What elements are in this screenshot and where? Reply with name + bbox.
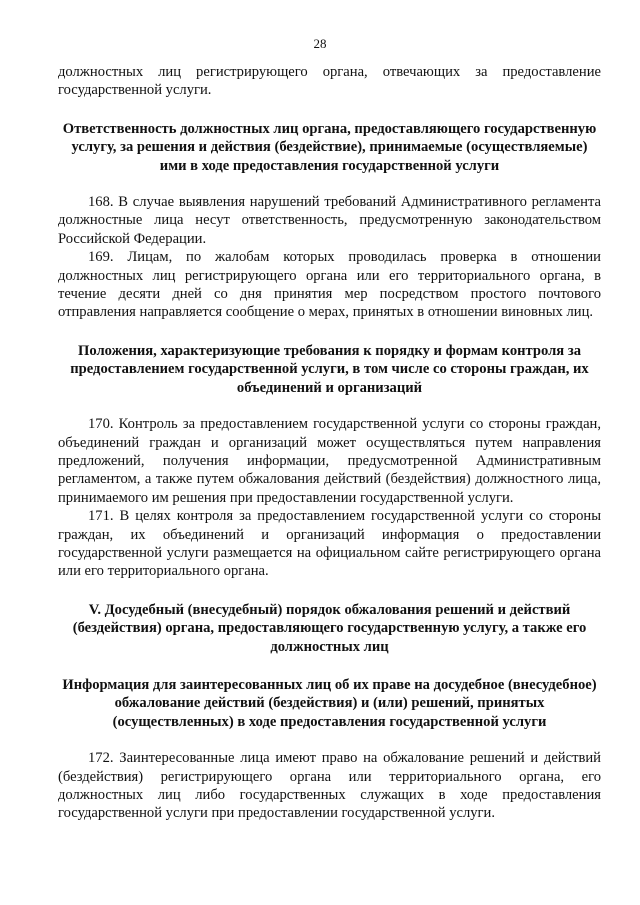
paragraph-169: 169. Лицам, по жалобам которых проводилась проверка в отношении должностных лиц регистрирующего органа или его территориального органа, в течение десяти дней со дня принятия мер посредством простого почтового отправления направляется сообщение о мерах, принятых в отношении виновных лиц. xyxy=(58,249,601,321)
paragraph-170: 170. Контроль за предоставлением государственной услуги со стороны граждан, объединений граждан и организаций может осуществляться путем направления предложений, получения информации, предусмотренной Административным регламентом, а также путем обжалования действий (бездействия) должностного лица, принимаемого им решения при предоставлении государственной услуги. xyxy=(58,416,601,506)
heading-information: Информация для заинтересованных лиц об их праве на досудебное (внесудебное) обжалование действий (бездействия) и (или) решений, принятых (осуществленных) в ходе предоставления государственной услуги xyxy=(62,676,597,730)
heading-control: Положения, характеризующие требования к порядку и формам контроля за предоставлением государственной услуги, в том числе со стороны граждан, их объединений и организаций xyxy=(70,342,589,396)
paragraph-intro: должностных лиц регистрирующего органа, отвечающих за предоставление государственной услуги. xyxy=(58,64,601,99)
page-number: 28 xyxy=(313,36,327,51)
paragraph-172: 172. Заинтересованные лица имеют право на обжалование решений и действий (бездействия) регистрирующего органа или территориального органа, его должностных лиц либо государственных служащих в ходе предоставления государственной услуги при предоставлении государственной услуги. xyxy=(58,750,601,822)
paragraph-168: 168. В случае выявления нарушений требований Административного регламента должностные лица несут ответственность, предусмотренную законодательством Российской Федерации. xyxy=(58,194,601,247)
heading-responsibility: Ответственность должностных лиц органа, предоставляющего государственную услугу, за решения и действия (бездействие), принимаемые (осуществляемые) ими в ходе предоставления государственной услуги xyxy=(62,120,597,174)
heading-section-v: V. Досудебный (внесудебный) порядок обжалования решений и действий (бездействия) органа, предоставляющего государственную услугу, а также его должностных лиц xyxy=(72,601,587,655)
paragraph-171: 171. В целях контроля за предоставлением государственной услуги со стороны граждан, их объединений и организаций информация о предоставлении государственной услуги размещается на официальном сайте регистрирующего органа или его территориального органа. xyxy=(58,508,601,580)
page-content xyxy=(58,63,601,823)
